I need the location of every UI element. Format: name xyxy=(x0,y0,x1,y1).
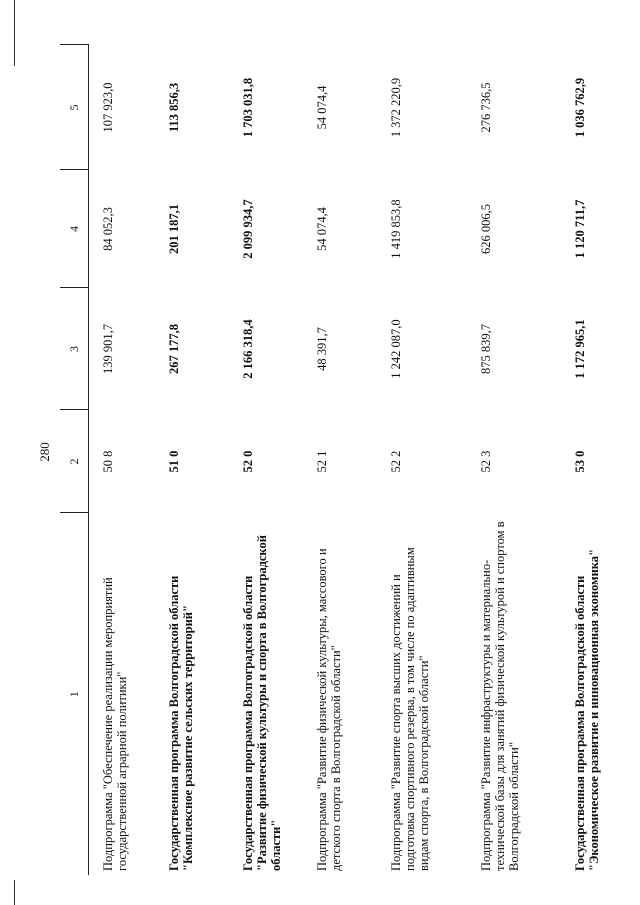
table-row xyxy=(467,45,561,875)
value-col3: 1 242 087,0 xyxy=(389,319,403,379)
table-row xyxy=(561,45,639,875)
value-col5: 1 372 220,9 xyxy=(389,77,403,138)
value-col4: 626 006,5 xyxy=(479,204,493,254)
program-name: Государственная программа Волгоградской области "Экономическое развитие и инновационная экономика" xyxy=(573,549,601,871)
program-code: 52 3 xyxy=(479,450,493,473)
value-col5: 1 036 762,9 xyxy=(573,77,587,138)
value-col5: 1 703 031,8 xyxy=(241,77,255,138)
value-col5: 107 923,0 xyxy=(101,82,115,133)
table-header-row xyxy=(60,45,89,875)
program-code: 52 1 xyxy=(315,450,329,473)
value-col3: 875 839,7 xyxy=(479,324,493,374)
program-code: 51 0 xyxy=(167,450,181,473)
table-row xyxy=(155,45,229,875)
scan-edge-mark xyxy=(14,880,15,905)
budget-table xyxy=(60,45,639,876)
value-col3: 267 177,8 xyxy=(167,324,181,374)
table-row xyxy=(229,45,303,875)
column-header: 2 xyxy=(60,410,89,513)
column-header: 4 xyxy=(60,170,89,288)
value-col3: 139 901,7 xyxy=(101,324,115,374)
value-col4: 1 120 711,7 xyxy=(573,199,587,259)
table-row xyxy=(89,45,156,875)
column-header: 3 xyxy=(60,288,89,410)
value-col4: 54 074,4 xyxy=(315,207,329,251)
budget-table-container xyxy=(60,45,605,875)
value-col5: 113 856,3 xyxy=(167,82,181,133)
value-col4: 84 052,3 xyxy=(101,207,115,251)
program-name: Государственная программа Волгоградской области "Развитие физической культуры и спорта в Волгоградской области" xyxy=(241,535,283,871)
table-row xyxy=(303,45,377,875)
table-row xyxy=(377,45,467,875)
program-code: 53 0 xyxy=(573,450,587,473)
value-col5: 276 736,5 xyxy=(479,82,493,133)
column-header: 5 xyxy=(60,45,89,170)
program-name: Подпрограмма "Развитие физической культуры, массового и детского спорта в Волгоградской области" xyxy=(315,548,343,871)
program-code: 52 0 xyxy=(241,450,255,473)
value-col5: 54 074,4 xyxy=(315,85,329,130)
value-col4: 1 419 853,8 xyxy=(389,199,403,259)
column-header: 1 xyxy=(60,513,89,875)
program-code: 52 2 xyxy=(389,450,403,473)
program-name: Подпрограмма "Обеспечение реализации мероприятий государственной аграрной политики" xyxy=(101,577,129,871)
value-col3: 1 172 965,1 xyxy=(573,319,587,379)
program-name: Государственная программа Волгоградской области "Комплексное развитие сельских территорий" xyxy=(167,575,195,871)
page-number: 280 xyxy=(37,442,52,462)
program-name: Подпрограмма "Развитие инфраструктуры и материально-технической базы для занятий физической культурой и спортом в Волгоградской области" xyxy=(479,521,521,871)
scan-edge-mark xyxy=(14,0,15,66)
program-code: 50 8 xyxy=(101,450,115,473)
value-col3: 48 391,7 xyxy=(315,327,329,371)
value-col3: 2 166 318,4 xyxy=(241,319,255,379)
value-col4: 2 099 934,7 xyxy=(241,199,255,259)
value-col4: 201 187,1 xyxy=(167,204,181,254)
program-name: Подпрограмма "Развитие спорта высших достижений и подготовка спортивного резерва, в том числе по адаптивным видам спорта, в Волгоградской области" xyxy=(389,547,431,871)
